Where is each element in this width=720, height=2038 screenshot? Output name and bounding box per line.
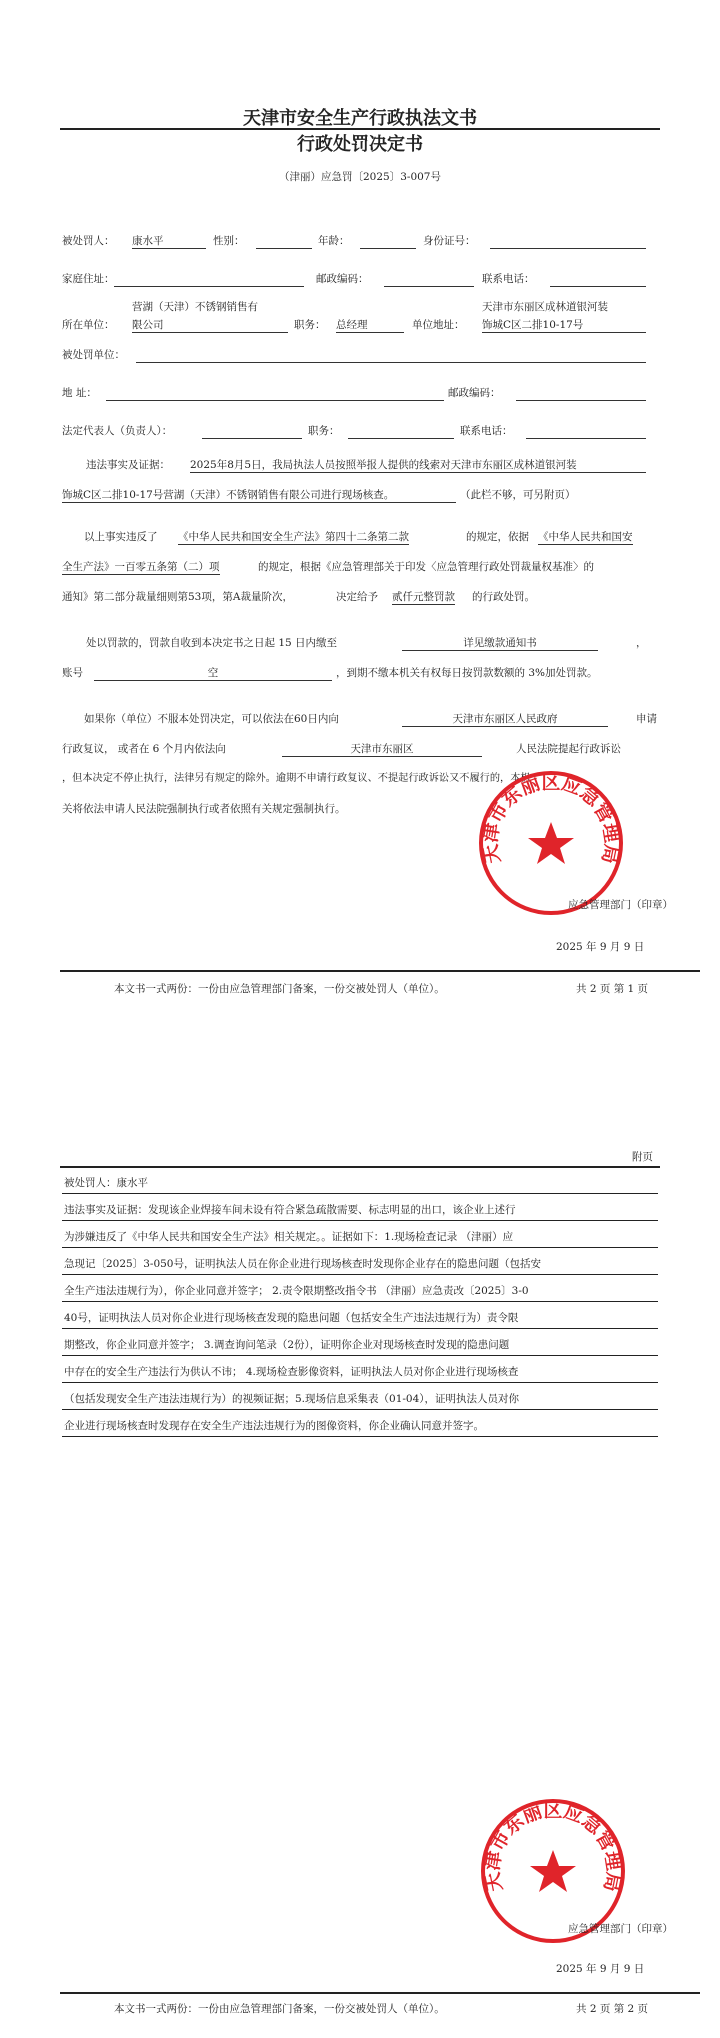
label-unit-address: 单位地址： [412,319,465,331]
facts-line-2: 饰城C区二排10-17号营湖（天津）不锈钢销售有限公司进行现场核查。 [62,488,456,503]
label-legal-rep: 法定代表人（负责人）： [62,425,173,437]
date-page-2: 2025 年 9 月 9 日 [556,1963,645,1975]
violated-law: 《中华人民共和国安全生产法》第四十二条第二款 [178,531,409,543]
footer-note: 本文书一式两份：一份由应急管理部门备案，一份交被处罚人（单位）。 [114,983,445,995]
phone-field [550,272,646,287]
facts-label: 违法事实及证据： [86,459,170,471]
appendix-rule-line [62,1355,658,1356]
footer-rule-page-2 [60,1992,700,1994]
label-punished: 被处罚人： [62,235,115,247]
appendix-line-1: 违法事实及证据：发现该企业焊接车间未设有符合紧急疏散需要、标志明显的出口，该企业上述行 [64,1204,516,1216]
appendix-rule [60,1166,660,1168]
label-age: 年龄： [318,235,350,247]
appeal-text-1: 如果你（单位）不服本处罚决定，可以依法在60日内向 [84,713,339,725]
postcode-field [384,272,474,287]
label-postcode: 邮政编码： [316,273,369,285]
appendix-rule-line [62,1247,658,1248]
late-fee-text: ，到期不缴本机关有权每日按罚款数额的 3%加处罚款。 [336,667,598,679]
appendix-rule-line [62,1274,658,1275]
appendix-line-9: 企业进行现场核查时发现存在安全生产违法违规行为的图像资料，你企业确认同意并签字。 [64,1420,484,1432]
footer-note-page-2: 本文书一式两份：一份由应急管理部门备案，一份交被处罚人（单位）。 [114,2003,445,2015]
label-gender: 性别： [213,235,245,247]
unit-line-1: 营湖（天津）不锈钢销售有 [132,301,258,313]
label-position: 职务： [294,319,326,331]
footer-rule [60,970,700,972]
label-id: 身份证号： [423,235,476,247]
official-seal [476,768,626,918]
penalty-text: 的行政处罚。 [472,591,535,603]
position-value: 总经理 [336,318,404,333]
violation-intro: 以上事实违反了 [84,531,158,543]
address-2-field [106,386,444,401]
page-counter: 共 2 页 第 1 页 [576,983,649,995]
account-label: 账号 [62,667,83,679]
facts-note: （此栏不够，可另附页） [460,489,576,501]
label-unit: 所在单位： [62,319,115,331]
label-postcode-2: 邮政编码： [448,387,501,399]
appendix-line-8: （包括发现安全生产违法违规行为）的视频证据；5.现场信息采集表（01-04），证明执法人员对你 [64,1393,520,1405]
appendix-rule-line [62,1409,658,1410]
facts-line-1: 2025年8月5日，我局执法人员按照举报人提供的线索对天津市东丽区成林道银河装 [190,458,646,473]
appendix-rule-line [62,1382,658,1383]
id-field [490,234,646,249]
document-subtitle: 行政处罚决定书 [297,134,423,155]
appendix-line-4: 全生产违法违规行为），你企业同意并签字； 2.责令限期整改指令书 （津丽）应急责改〔2025〕3-0 [64,1285,529,1297]
appendix-line-3: 急现记〔2025〕3-050号，证明执法人员在你企业进行现场核查时发现你企业存在的隐患问题（包括安 [64,1258,541,1270]
payment-text: 处以罚款的，罚款自收到本决定书之日起 15 日内缴至 [86,637,338,649]
phone-2-field [526,424,646,439]
label-phone: 联系电话： [482,273,535,285]
appendix-label: 附页 [632,1151,653,1163]
appeal-text-2: 申请 [636,713,657,725]
appendix-rule-line [62,1193,658,1194]
seal-text: 天津市东丽区应急管理局 [479,771,623,866]
appendix-line-2: 为涉嫌违反了《中华人民共和国安全生产法》相关规定。。证据如下：1.现场检查记录 （津丽）应 [64,1231,514,1243]
unit-address-line-2: 饰城C区二排10-17号 [482,318,646,333]
legal-rep-field [202,424,302,439]
label-address: 家庭住址： [62,273,115,285]
punished-unit-field [136,348,646,363]
violation-text-3: 的规定，根据《应急管理部关于印发〈应急管理行政处罚裁量权基准〉的 [258,561,594,573]
signer: 应急管理部门（印章） [568,899,673,911]
fine-amount: 贰仟元整罚款 [392,591,455,603]
seal-star-icon [530,1850,576,1892]
date: 2025 年 9 月 9 日 [556,941,645,953]
document-number: （津丽）应急罚〔2025〕3-007号 [279,171,441,183]
appeal-text-3: 行政复议， 或者在 6 个月内依法向 [62,743,226,755]
punished-name: 康水平 [132,234,206,249]
appendix-line-6: 期整改，你企业同意并签字； 3.调查询问笔录（2份），证明你企业对现场核查时发现的隐患问题 [64,1339,510,1351]
postcode-2-field [516,386,646,401]
signer-page-2: 应急管理部门（印章） [568,1923,673,1935]
label-address-2: 地 址： [62,387,97,399]
basis-law-2: 全生产法》一百零五条第（二）项 [62,561,220,573]
appeal-text-5: ，但本决定不停止执行，法律另有规定的除外。逾期不申请行政复议、不提起行政诉讼又不履行的，本机 [62,773,531,784]
unit-line-2: 限公司 [132,318,288,333]
appendix-rule-line [62,1328,658,1329]
appendix-rule-line [62,1436,658,1437]
account-value: 空 [94,666,332,681]
payment-comma: ， [636,637,647,649]
appendix-line-5: 40号，证明执法人员对你企业进行现场核查发现的隐患问题（包括安全生产违法违规行为）责令限 [64,1312,519,1324]
violation-text-4: 通知》第二部分裁量细则第53项，第A裁量阶次， [62,591,293,603]
document-title: 天津市安全生产行政执法文书 [243,108,477,129]
unit-address-line-1: 天津市东丽区成林道银河装 [482,301,608,313]
appeal-text-4: 人民法院提起行政诉讼 [516,743,621,755]
gender-field [256,234,312,249]
violation-text-2: 的规定，依据 [466,531,529,543]
address-field [114,272,304,287]
page-counter-page-2: 共 2 页 第 2 页 [576,2003,649,2015]
appendix-punished: 被处罚人：康水平 [64,1177,148,1189]
appeal-text-6: 关将依法申请人民法院强制执行或者依照有关规定强制执行。 [62,803,346,815]
appeal-court: 天津市东丽区 [282,742,482,757]
payment-destination: 详见缴款通知书 [402,636,598,651]
appendix-rule-line [62,1301,658,1302]
decision-text: 决定给予 [336,591,378,603]
age-field [360,234,416,249]
basis-law-1: 《中华人民共和国安 [538,531,633,543]
position-2-field [348,424,454,439]
label-punished-unit: 被处罚单位： [62,349,125,361]
appeal-government: 天津市东丽区人民政府 [402,712,608,727]
seal-star-icon [528,822,574,864]
appendix-line-7: 中存在的安全生产违法行为供认不讳； 4.现场检查影像资料，证明执法人员对你企业进行现场核查 [64,1366,519,1378]
label-position-2: 职务： [308,425,340,437]
appendix-rule-line [62,1220,658,1221]
seal-text: 天津市东丽区应急管理局 [481,1799,625,1894]
label-phone-2: 联系电话： [460,425,513,437]
